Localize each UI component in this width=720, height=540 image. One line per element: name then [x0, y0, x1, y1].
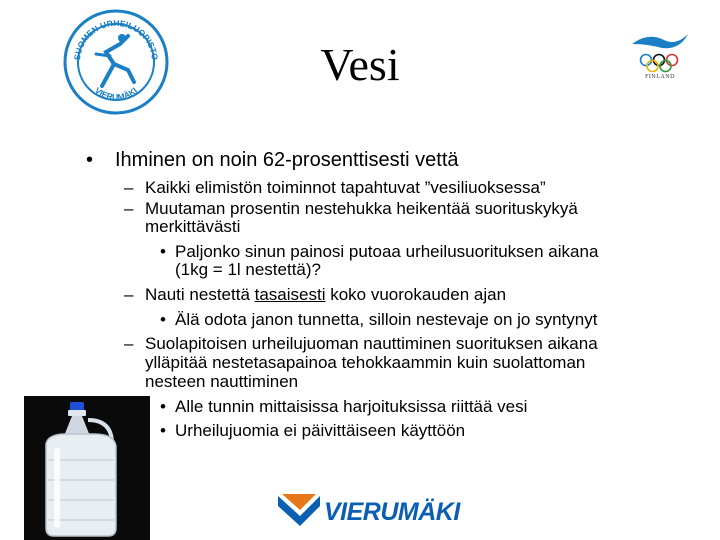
bullet-text: Kaikki elimistön toiminnot tapahtuvat ”vesiliuoksessa” [145, 178, 546, 197]
bullet-text: Urheilujuomia ei päivittäiseen käyttöön [175, 421, 466, 440]
underlined-word: tasaisesti [254, 285, 326, 304]
bullet-text: Alle tunnin mittaisissa harjoituksissa riittää vesi [175, 397, 528, 416]
olympic-rings-icon [628, 30, 692, 74]
vierumaki-wordmark: VIERUMÄKI [324, 498, 460, 526]
slide-title: Vesi [320, 39, 400, 90]
dash-marker: – [124, 178, 134, 197]
dash-marker: – [124, 199, 134, 218]
text-segment: Nauti nestettä [145, 285, 255, 304]
dash-marker: – [124, 334, 134, 353]
water-bottle-image [24, 396, 150, 540]
bullet-marker: • [86, 149, 94, 171]
bullet-text: nesteen nauttiminen [145, 372, 299, 391]
bullet-marker: • [160, 421, 166, 440]
bullet-marker: • [160, 310, 166, 329]
text-segment: koko vuorokauden ajan [325, 285, 507, 304]
bullet-text: Ihminen on noin 62-prosenttisesti vettä [115, 149, 459, 171]
bullet-marker: • [160, 397, 166, 416]
bullet-text: merkittävästi [145, 217, 241, 236]
vierumaki-emblem-icon [276, 492, 322, 532]
finland-label: FINLAND [645, 74, 675, 80]
vierumaki-logo [276, 492, 472, 532]
finland-olympic-logo [628, 30, 692, 84]
dash-marker: – [124, 285, 134, 304]
bullet-marker: • [160, 242, 166, 261]
bullet-text: Suolapitoisen urheilujuoman nauttiminen suorituksen aikana [145, 334, 598, 353]
bullet-text: Muutaman prosentin nestehukka heikentää suorituskykyä [145, 199, 578, 218]
bullet-text: ylläpitää nestetasapainoa tehokkaammin kuin suolattoman [145, 353, 586, 372]
bullet-text: (1kg = 1l nestettä)? [175, 260, 322, 279]
logo-top-text: SUOMEN URHEILUOPISTO [71, 17, 161, 61]
logo-bottom-text: VIERUMÄKI [92, 85, 140, 103]
bullet-text: Älä odota janon tunnetta, silloin nestevaje on jo syntynyt [175, 310, 598, 329]
bullet-text [145, 285, 506, 304]
bullet-text: Paljonko sinun painosi putoaa urheilusuorituksen aikana [175, 242, 599, 261]
